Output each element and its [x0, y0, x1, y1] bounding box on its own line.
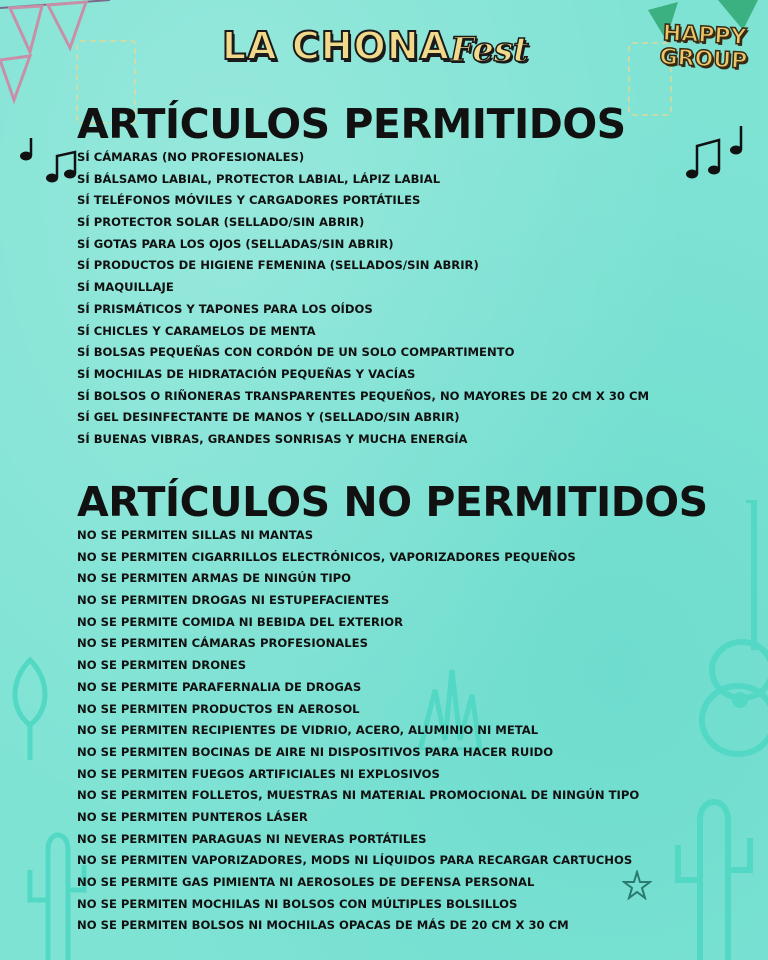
list-item: NO SE PERMITEN PUNTEROS LÁSER: [77, 809, 308, 824]
list-item: NO SE PERMITEN CIGARRILLOS ELECTRÓNICOS, VAPORIZADORES PEQUEÑOS: [77, 549, 576, 564]
list-item: NO SE PERMITEN BOCINAS DE AIRE NI DISPOSITIVOS PARA HACER RUIDO: [77, 744, 554, 759]
list-item: SÍ MAQUILLAJE: [77, 280, 174, 295]
music-note-right-icon: [684, 122, 750, 184]
list-item: NO SE PERMITE PARAFERNALIA DE DROGAS: [77, 679, 362, 694]
list-item: SÍ CHICLES Y CARAMELOS DE MENTA: [77, 323, 316, 338]
list-item: NO SE PERMITEN SILLAS NI MANTAS: [77, 528, 314, 542]
guitar-icon: [684, 500, 768, 760]
music-note-left-icon: [18, 134, 78, 190]
no-permitidos-list: [77, 525, 639, 937]
festival-logo-main: LA CHONA: [222, 24, 451, 68]
list-item: SÍ CÁMARAS (NO PROFESIONALES): [77, 150, 305, 164]
list-item: SÍ BOLSAS PEQUEÑAS CON CORDÓN DE UN SOLO COMPARTIMENTO: [77, 345, 515, 360]
list-item: NO SE PERMITEN CÁMARAS PROFESIONALES: [77, 636, 368, 651]
list-item: NO SE PERMITEN ARMAS DE NINGÚN TIPO: [77, 571, 352, 586]
list-item: NO SE PERMITEN PARAGUAS NI NEVERAS PORTÁTILES: [77, 831, 427, 846]
list-item: SÍ BOLSOS O RIÑONERAS TRANSPARENTES PEQUEÑOS, NO MAYORES DE 20 CM X 30 CM: [77, 388, 650, 403]
list-item: NO SE PERMITEN FOLLETOS, MUESTRAS NI MATERIAL PROMOCIONAL DE NINGÚN TIPO: [77, 788, 640, 803]
flower-icon: [0, 650, 60, 760]
list-item: NO SE PERMITEN DROGAS NI ESTUPEFACIENTES: [77, 593, 390, 608]
cactus-right-icon: [660, 790, 760, 960]
list-item: NO SE PERMITEN DRONES: [77, 658, 247, 673]
list-item: NO SE PERMITE COMIDA NI BEBIDA DEL EXTERIOR: [77, 614, 404, 629]
list-item: SÍ GOTAS PARA LOS OJOS (SELLADAS/SIN ABRIR): [77, 236, 394, 251]
list-item: SÍ BÁLSAMO LABIAL, PROTECTOR LABIAL, LÁPIZ LABIAL: [77, 171, 441, 186]
sponsor-logo-line2: GROUP: [658, 44, 748, 75]
permitidos-heading: ARTÍCULOS PERMITIDOS: [77, 100, 626, 148]
list-item: NO SE PERMITEN PRODUCTOS EN AEROSOL: [77, 701, 360, 716]
list-item: NO SE PERMITEN RECIPIENTES DE VIDRIO, ACERO, ALUMINIO NI METAL: [77, 723, 539, 738]
list-item: NO SE PERMITEN VAPORIZADORES, MODS NI LÍQUIDOS PARA RECARGAR CARTUCHOS: [77, 853, 633, 868]
list-item: NO SE PERMITEN FUEGOS ARTIFICIALES NI EXPLOSIVOS: [77, 766, 440, 781]
sponsor-logo-line1: HAPPY: [662, 20, 748, 51]
list-item: SÍ BUENAS VIBRAS, GRANDES SONRISAS Y MUCHA ENERGÍA: [77, 431, 468, 446]
list-item: SÍ MOCHILAS DE HIDRATACIÓN PEQUEÑAS Y VACÍAS: [77, 366, 416, 381]
list-item: NO SE PERMITEN MOCHILAS NI BOLSOS CON MÚLTIPLES BOLSILLOS: [77, 896, 518, 911]
no-permitidos-heading: ARTÍCULOS NO PERMITIDOS: [77, 478, 708, 526]
list-item: SÍ PRISMÁTICOS Y TAPONES PARA LOS OÍDOS: [77, 301, 373, 316]
list-item: NO SE PERMITE GAS PIMIENTA NI AEROSOLES DE DEFENSA PERSONAL: [77, 875, 535, 889]
list-item: SÍ PROTECTOR SOLAR (SELLADO/SIN ABRIR): [77, 215, 365, 230]
festival-logo-fest: Fest: [450, 30, 529, 70]
list-item: SÍ GEL DESINFECTANTE DE MANOS Y (SELLADO/SIN ABRIR): [77, 410, 460, 425]
list-item: SÍ TELÉFONOS MÓVILES Y CARGADORES PORTÁTILES: [77, 193, 421, 208]
permitidos-list: [77, 147, 649, 451]
list-item: NO SE PERMITEN BOLSOS NI MOCHILAS OPACAS DE MÁS DE 20 CM X 30 CM: [77, 918, 569, 933]
sponsor-logo: [647, 21, 761, 75]
list-item: SÍ PRODUCTOS DE HIGIENE FEMENINA (SELLADOS/SIN ABRIR): [77, 258, 479, 273]
